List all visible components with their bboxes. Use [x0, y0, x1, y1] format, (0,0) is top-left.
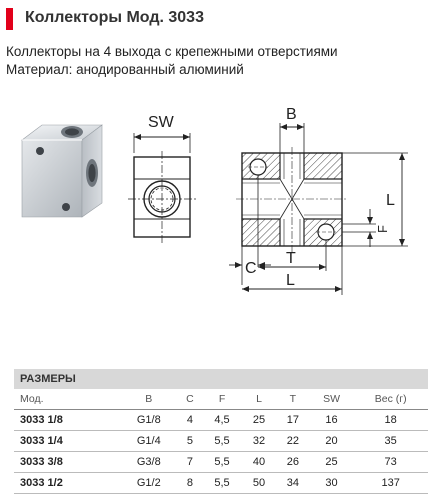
column-header-l: L: [242, 389, 276, 410]
cell-l: 50: [242, 473, 276, 494]
technical-drawings: [0, 95, 432, 315]
dimension-label-t: T: [286, 250, 296, 267]
description-line-1: Коллекторы на 4 выхода с крепежными отверстиями: [6, 44, 338, 59]
dimension-label-f: F: [375, 225, 390, 233]
front-view-drawing: [128, 133, 196, 245]
cell-f: 5,5: [202, 473, 242, 494]
cell-weight: 137: [353, 473, 428, 494]
cell-weight: 35: [353, 431, 428, 452]
cell-model: 3033 1/4: [14, 431, 120, 452]
column-header-c: C: [178, 389, 202, 410]
dimension-label-sw: SW: [148, 114, 174, 131]
cell-c: 7: [178, 452, 202, 473]
cell-b: G3/8: [120, 452, 178, 473]
cell-l: 40: [242, 452, 276, 473]
cell-sw: 16: [310, 410, 354, 431]
cell-t: 17: [276, 410, 310, 431]
column-header-sw: SW: [310, 389, 354, 410]
cell-l: 25: [242, 410, 276, 431]
cell-f: 5,5: [202, 452, 242, 473]
column-header-f: F: [202, 389, 242, 410]
cell-f: 4,5: [202, 410, 242, 431]
table-row: [14, 473, 428, 494]
dimension-label-b: B: [286, 106, 297, 123]
cell-weight: 73: [353, 452, 428, 473]
cell-model: 3033 1/2: [14, 473, 120, 494]
dimension-label-c: C: [245, 260, 257, 277]
table-row: [14, 410, 428, 431]
cell-c: 8: [178, 473, 202, 494]
manifold-3d-render: [22, 125, 102, 217]
dimensions-table-caption: РАЗМЕРЫ: [14, 369, 428, 389]
cell-weight: 18: [353, 410, 428, 431]
cell-l: 32: [242, 431, 276, 452]
cell-sw: 25: [310, 452, 354, 473]
page-title: Коллекторы Мод. 3033: [25, 9, 204, 26]
cell-sw: 30: [310, 473, 354, 494]
dimensions-table: [14, 369, 428, 494]
cell-t: 26: [276, 452, 310, 473]
description-line-2: Материал: анодированный алюминий: [6, 62, 244, 77]
column-header-t: T: [276, 389, 310, 410]
column-header-weight: Вес (г): [353, 389, 428, 410]
dimension-label-l-bottom: L: [286, 272, 295, 289]
cell-f: 5,5: [202, 431, 242, 452]
column-header-model: Мод.: [14, 389, 120, 410]
cell-b: G1/4: [120, 431, 178, 452]
cell-model: 3033 1/8: [14, 410, 120, 431]
cell-t: 22: [276, 431, 310, 452]
cell-t: 34: [276, 473, 310, 494]
dimension-label-l-vertical: L: [386, 192, 395, 209]
header: [0, 6, 432, 32]
cell-c: 4: [178, 410, 202, 431]
table-row: [14, 431, 428, 452]
cell-c: 5: [178, 431, 202, 452]
cell-model: 3033 3/8: [14, 452, 120, 473]
table-header-row: [14, 389, 428, 410]
column-header-b: B: [120, 389, 178, 410]
cell-b: G1/2: [120, 473, 178, 494]
table-row: [14, 452, 428, 473]
cell-b: G1/8: [120, 410, 178, 431]
cell-sw: 20: [310, 431, 354, 452]
title-accent-bar: [6, 8, 13, 30]
